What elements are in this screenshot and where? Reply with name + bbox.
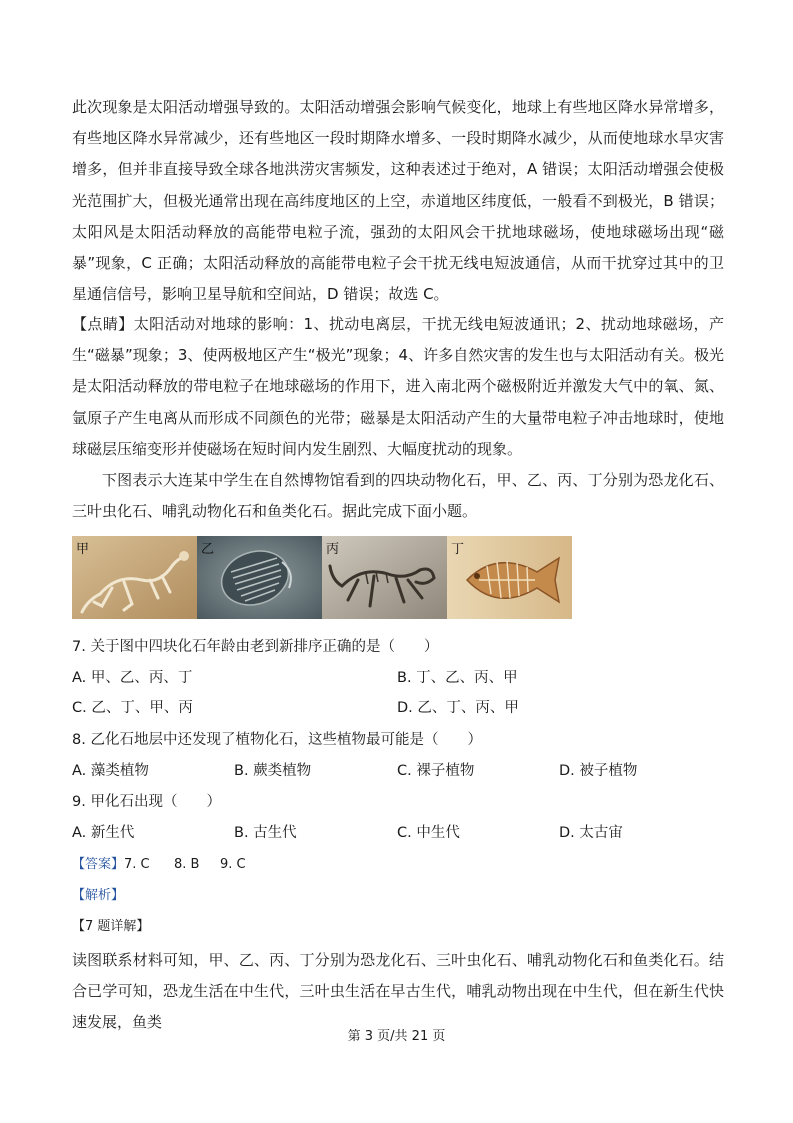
fossil-image-strip bbox=[72, 536, 572, 619]
fossil-ding-image bbox=[447, 536, 572, 619]
question-9-option-b[interactable]: B. 古生代 bbox=[234, 825, 297, 841]
question-7-option-d[interactable]: D. 乙、丁、丙、甲 bbox=[397, 700, 519, 716]
explanation-paragraph: 此次现象是太阳活动增强导致的。太阳活动增强会影响气候变化，地球上有些地区降水异常增多，有些地区降水异常减少，还有些地区一段时期降水增多、一段时期降水减少，从而使地球水旱灾害增多，但并非直接导致全球各地洪涝灾害频发，这种表述过于绝对，A 错误；太阳活动增强会使极光范围扩大，但极光通常出现在高纬度地区的上空，赤道地区纬度低，一般看不到极光，B 错误；太阳风是太阳活动释放的高能带电粒子流，强劲的太阳风会干扰地球磁场，使地球磁场出现“磁暴”现象，C 正确；太阳活动释放的高能带电粒子会干扰无线电短波通信，从而干扰穿过其中的卫星通信信号，影响卫星导航和空间站，D 错误；故选 C。 bbox=[72, 98, 724, 304]
answer-line bbox=[72, 855, 246, 875]
dianjing-text: 太阳活动对地球的影响：1、扰动电离层，干扰无线电短波通讯；2、扰动地球磁场，产生“磁暴”现象；3、使两极地区产生“极光”现象；4、许多自然灾害的发生也与太阳活动有关。极光是太阳活动释放的带电粒子在地球磁场的作用下，进入南北两个磁极附近并激发大气中的氧、氮、氩原子产生电离从而形成不同颜色的光带；磁暴是太阳活动产生的大量带电粒子冲击地球时，使地球磁层压缩变形并使磁场在短时间内发生剧烈、大幅度扰动的现象。 bbox=[72, 315, 724, 458]
fossil-jia-label: 甲 bbox=[76, 542, 90, 557]
dianjing-label: 【点睛】 bbox=[72, 315, 134, 333]
question-9-option-c[interactable]: C. 中生代 bbox=[397, 825, 460, 841]
question-intro: 下图表示大连某中学生在自然博物馆看到的四块动物化石，甲、乙、丙、丁分别为恐龙化石、三叶虫化石、哺乳动物化石和鱼类化石。据此完成下面小题。 bbox=[72, 471, 724, 521]
fossil-yi-label: 乙 bbox=[201, 542, 215, 557]
answer-7: 7. C bbox=[124, 857, 150, 872]
question-7-option-b[interactable]: B. 丁、乙、丙、甲 bbox=[397, 670, 518, 686]
question-8-stem: 8. 乙化石地层中还发现了植物化石，这些植物最可能是（ ） bbox=[72, 732, 482, 748]
answer-8: 8. B bbox=[174, 857, 200, 872]
page-footer: 第 3 页/共 21 页 bbox=[347, 1029, 446, 1044]
fossil-ding-label: 丁 bbox=[451, 542, 465, 557]
dianjing-paragraph bbox=[72, 309, 724, 465]
detail-paragraph: 读图联系材料可知，甲、乙、丙、丁分别为恐龙化石、三叶虫化石、哺乳动物化石和鱼类化石。结合已学可知，恐龙生活在中生代，三叶虫生活在早古生代，哺乳动物出现在中生代，但在新生代快速发展，鱼类 bbox=[72, 951, 724, 1032]
fossil-jia-image bbox=[72, 536, 197, 619]
fossil-bing-image bbox=[322, 536, 447, 619]
answer-9: 9. C bbox=[220, 857, 246, 872]
question-8-option-d[interactable]: D. 被子植物 bbox=[559, 763, 638, 779]
answer-label: 【答案】 bbox=[72, 857, 125, 872]
question-8-option-c[interactable]: C. 裸子植物 bbox=[397, 763, 475, 779]
fossil-yi-image bbox=[197, 536, 322, 619]
question-8-option-a[interactable]: A. 藻类植物 bbox=[72, 763, 149, 779]
analysis-label: 【解析】 bbox=[72, 888, 125, 903]
detail-label: 【7 题详解】 bbox=[72, 919, 150, 934]
question-8-option-b[interactable]: B. 蕨类植物 bbox=[234, 763, 312, 779]
question-7-stem: 7. 关于图中四块化石年龄由老到新排序正确的是（ ） bbox=[72, 639, 439, 655]
question-7-option-c[interactable]: C. 乙、丁、甲、丙 bbox=[72, 700, 193, 716]
question-9-stem: 9. 甲化石出现（ ） bbox=[72, 794, 221, 810]
question-9-option-d[interactable]: D. 太古宙 bbox=[559, 825, 623, 841]
question-9-option-a[interactable]: A. 新生代 bbox=[72, 825, 135, 841]
question-7-option-a[interactable]: A. 甲、乙、丙、丁 bbox=[72, 670, 193, 686]
fossil-bing-label: 丙 bbox=[326, 542, 340, 557]
